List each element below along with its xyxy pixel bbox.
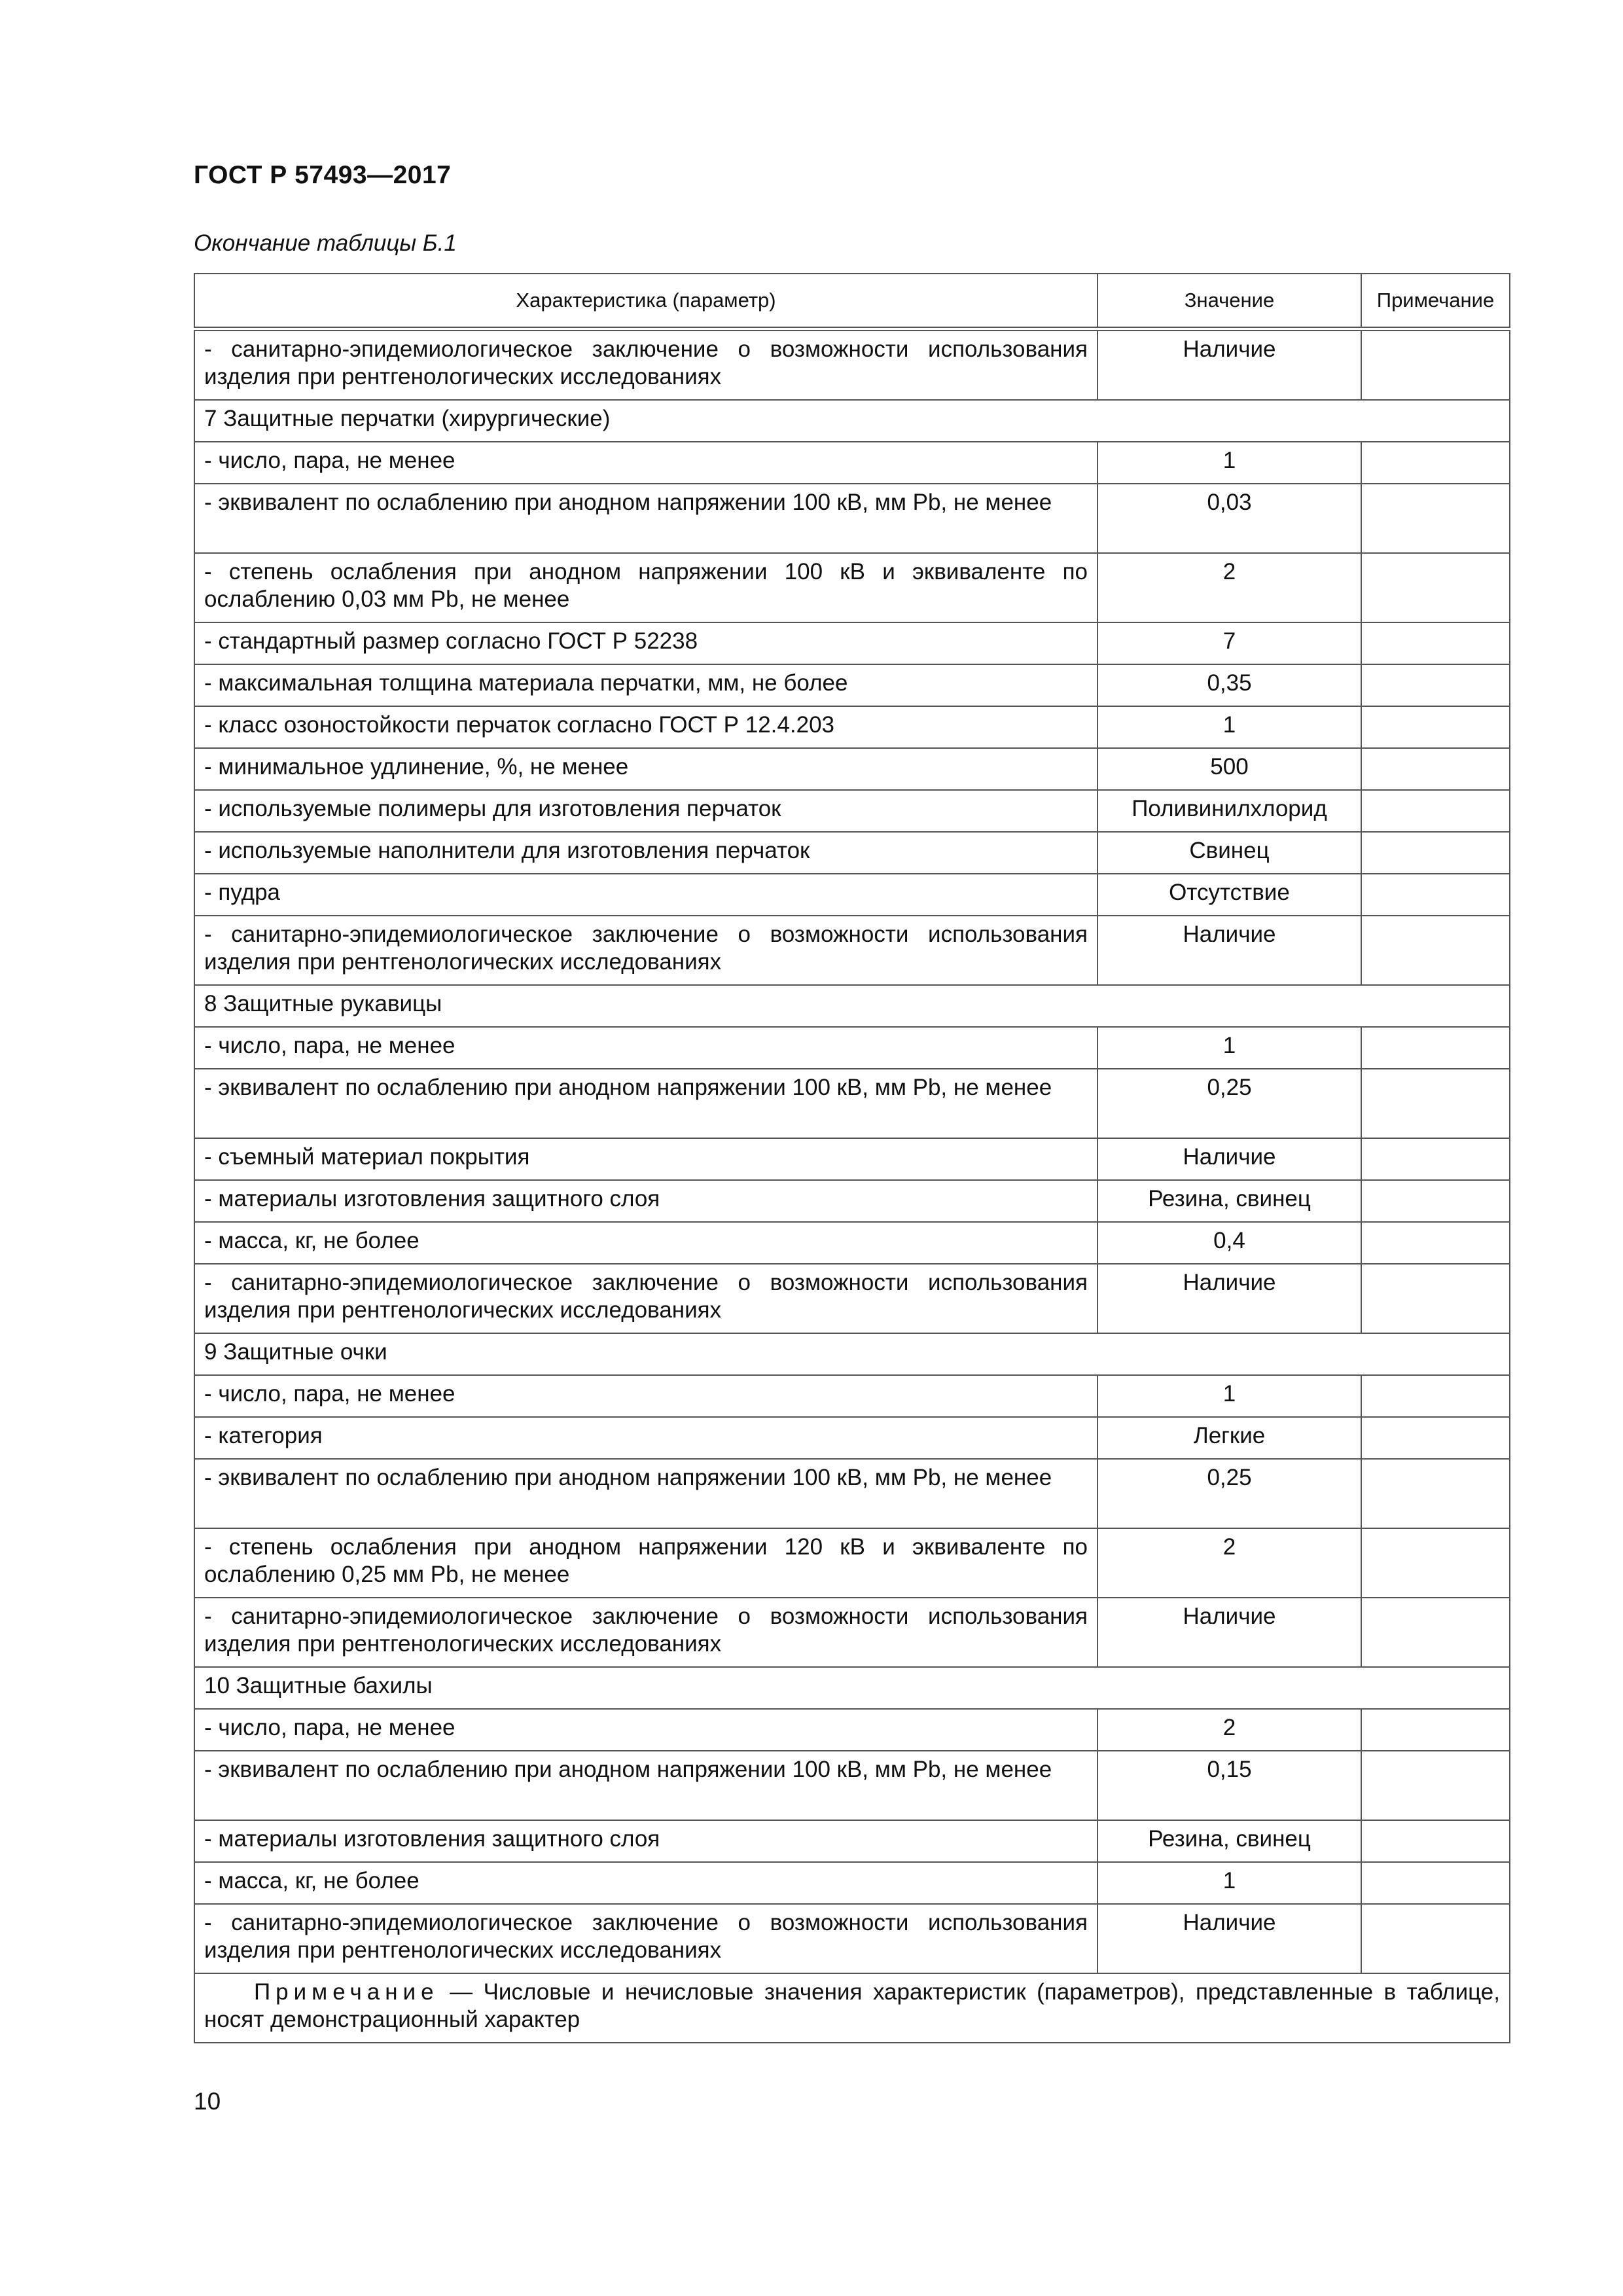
row-value: Наличие [1097, 1264, 1361, 1333]
table-row [194, 790, 1510, 832]
table-row [194, 1138, 1510, 1180]
row-characteristic: - санитарно-эпидемиологическое заключение о возможности использования изделия при рентгенологических исследованиях [194, 1264, 1097, 1333]
row-note [1361, 1904, 1510, 1973]
row-note [1361, 1069, 1510, 1138]
row-value: 0,25 [1097, 1069, 1361, 1138]
table-caption: Окончание таблицы Б.1 [194, 230, 457, 256]
table-row [194, 1904, 1510, 1973]
row-characteristic: - число, пара, не менее [194, 1375, 1097, 1417]
row-characteristic: - санитарно-эпидемиологическое заключение о возможности использования изделия при рентгенологических исследованиях [194, 1904, 1097, 1973]
table-footnote [194, 1973, 1510, 2043]
row-characteristic: - число, пара, не менее [194, 1709, 1097, 1751]
row-characteristic: - используемые наполнители для изготовления перчаток [194, 832, 1097, 874]
row-note [1361, 553, 1510, 622]
row-note [1361, 1709, 1510, 1751]
row-characteristic: - эквивалент по ослаблению при анодном напряжении 100 кВ, мм Pb, не менее [194, 1459, 1097, 1528]
table-row [194, 1069, 1510, 1138]
table-header-row [194, 274, 1510, 329]
row-characteristic: - максимальная толщина материала перчатки, мм, не более [194, 664, 1097, 706]
row-note [1361, 832, 1510, 874]
table-row [194, 484, 1510, 553]
table-row [194, 1375, 1510, 1417]
row-note [1361, 329, 1510, 401]
header-characteristic: Характеристика (параметр) [194, 274, 1097, 329]
row-value: Поливинилхлорид [1097, 790, 1361, 832]
row-characteristic: - стандартный размер согласно ГОСТ Р 52238 [194, 622, 1097, 664]
row-value: Резина, свинец [1097, 1820, 1361, 1862]
table-row [194, 622, 1510, 664]
row-note [1361, 664, 1510, 706]
row-value: 0,03 [1097, 484, 1361, 553]
table-row [194, 553, 1510, 622]
section-row [194, 400, 1510, 442]
row-value: Наличие [1097, 1598, 1361, 1667]
row-note [1361, 1222, 1510, 1264]
table-row [194, 1751, 1510, 1820]
row-value: 0,25 [1097, 1459, 1361, 1528]
table-row [194, 1528, 1510, 1598]
row-note [1361, 1138, 1510, 1180]
row-note [1361, 748, 1510, 790]
row-characteristic: - эквивалент по ослаблению при анодном напряжении 100 кВ, мм Pb, не менее [194, 484, 1097, 553]
row-note [1361, 1820, 1510, 1862]
row-value: 2 [1097, 1528, 1361, 1598]
row-value: Резина, свинец [1097, 1180, 1361, 1222]
table-row [194, 1027, 1510, 1069]
section-row [194, 1333, 1510, 1375]
header-value: Значение [1097, 274, 1361, 329]
table-row [194, 832, 1510, 874]
row-characteristic: - санитарно-эпидемиологическое заключение о возможности использования изделия при рентгенологических исследованиях [194, 329, 1097, 401]
table-row [194, 1222, 1510, 1264]
row-value: 2 [1097, 1709, 1361, 1751]
table-row [194, 874, 1510, 916]
row-value: 1 [1097, 1862, 1361, 1904]
row-characteristic: - эквивалент по ослаблению при анодном напряжении 100 кВ, мм Pb, не менее [194, 1751, 1097, 1820]
table-row [194, 1459, 1510, 1528]
row-note [1361, 874, 1510, 916]
row-value: 0,4 [1097, 1222, 1361, 1264]
table-row [194, 748, 1510, 790]
row-characteristic: - материалы изготовления защитного слоя [194, 1820, 1097, 1862]
row-value: 2 [1097, 553, 1361, 622]
row-characteristic: - степень ослабления при анодном напряжении 100 кВ и эквиваленте по ослаблению 0,03 мм Pb, не менее [194, 553, 1097, 622]
row-value: 500 [1097, 748, 1361, 790]
section-title: 7 Защитные перчатки (хирургические) [194, 400, 1510, 442]
row-note [1361, 790, 1510, 832]
row-characteristic: - число, пара, не менее [194, 442, 1097, 484]
row-note [1361, 706, 1510, 748]
row-note [1361, 916, 1510, 985]
page-number: 10 [194, 2088, 221, 2115]
row-note [1361, 1598, 1510, 1667]
section-row [194, 985, 1510, 1027]
row-characteristic: - санитарно-эпидемиологическое заключение о возможности использования изделия при рентгенологических исследованиях [194, 916, 1097, 985]
row-characteristic: - число, пара, не менее [194, 1027, 1097, 1069]
row-note [1361, 622, 1510, 664]
row-characteristic: - масса, кг, не более [194, 1862, 1097, 1904]
row-note [1361, 1417, 1510, 1459]
row-characteristic: - материалы изготовления защитного слоя [194, 1180, 1097, 1222]
footnote-label: Примечание [254, 1979, 439, 2005]
row-characteristic: - масса, кг, не более [194, 1222, 1097, 1264]
row-note [1361, 1180, 1510, 1222]
table-row [194, 664, 1510, 706]
row-characteristic: - санитарно-эпидемиологическое заключение о возможности использования изделия при рентгенологических исследованиях [194, 1598, 1097, 1667]
table-row [194, 442, 1510, 484]
row-note [1361, 1862, 1510, 1904]
table-row [194, 1417, 1510, 1459]
row-value: 1 [1097, 442, 1361, 484]
table-row [194, 1180, 1510, 1222]
row-value: 7 [1097, 622, 1361, 664]
table-footnote-row [194, 1973, 1510, 2043]
row-note [1361, 442, 1510, 484]
row-value: Свинец [1097, 832, 1361, 874]
row-value: 1 [1097, 706, 1361, 748]
row-characteristic: - пудра [194, 874, 1097, 916]
document-code: ГОСТ Р 57493—2017 [194, 161, 452, 189]
header-note: Примечание [1361, 274, 1510, 329]
footnote-text: — Числовые и нечисловые значения характеристик (параметров), представленные в таблице, носят демонстрационный характер [204, 1979, 1500, 2032]
row-note [1361, 1528, 1510, 1598]
table-row [194, 706, 1510, 748]
table-row [194, 329, 1510, 401]
row-note [1361, 1264, 1510, 1333]
row-characteristic: - минимальное удлинение, %, не менее [194, 748, 1097, 790]
row-characteristic: - категория [194, 1417, 1097, 1459]
row-value: Наличие [1097, 916, 1361, 985]
table-row [194, 1264, 1510, 1333]
table-row [194, 916, 1510, 985]
row-note [1361, 1751, 1510, 1820]
row-characteristic: - используемые полимеры для изготовления перчаток [194, 790, 1097, 832]
row-note [1361, 1027, 1510, 1069]
row-note [1361, 1459, 1510, 1528]
row-value: Наличие [1097, 1138, 1361, 1180]
table-row [194, 1820, 1510, 1862]
table-row [194, 1598, 1510, 1667]
row-characteristic: - класс озоностойкости перчаток согласно ГОСТ Р 12.4.203 [194, 706, 1097, 748]
row-value: 1 [1097, 1375, 1361, 1417]
row-value: Отсутствие [1097, 874, 1361, 916]
section-row [194, 1667, 1510, 1709]
row-characteristic: - степень ослабления при анодном напряжении 120 кВ и эквиваленте по ослаблению 0,25 мм Pb, не менее [194, 1528, 1097, 1598]
section-title: 8 Защитные рукавицы [194, 985, 1510, 1027]
row-note [1361, 1375, 1510, 1417]
table-row [194, 1862, 1510, 1904]
row-value: 1 [1097, 1027, 1361, 1069]
row-characteristic: - эквивалент по ослаблению при анодном напряжении 100 кВ, мм Pb, не менее [194, 1069, 1097, 1138]
row-characteristic: - съемный материал покрытия [194, 1138, 1097, 1180]
row-value: 0,15 [1097, 1751, 1361, 1820]
section-title: 10 Защитные бахилы [194, 1667, 1510, 1709]
row-value: 0,35 [1097, 664, 1361, 706]
table-row [194, 1709, 1510, 1751]
row-note [1361, 484, 1510, 553]
row-value: Наличие [1097, 329, 1361, 401]
row-value: Наличие [1097, 1904, 1361, 1973]
row-value: Легкие [1097, 1417, 1361, 1459]
spec-table [194, 273, 1510, 2043]
section-title: 9 Защитные очки [194, 1333, 1510, 1375]
